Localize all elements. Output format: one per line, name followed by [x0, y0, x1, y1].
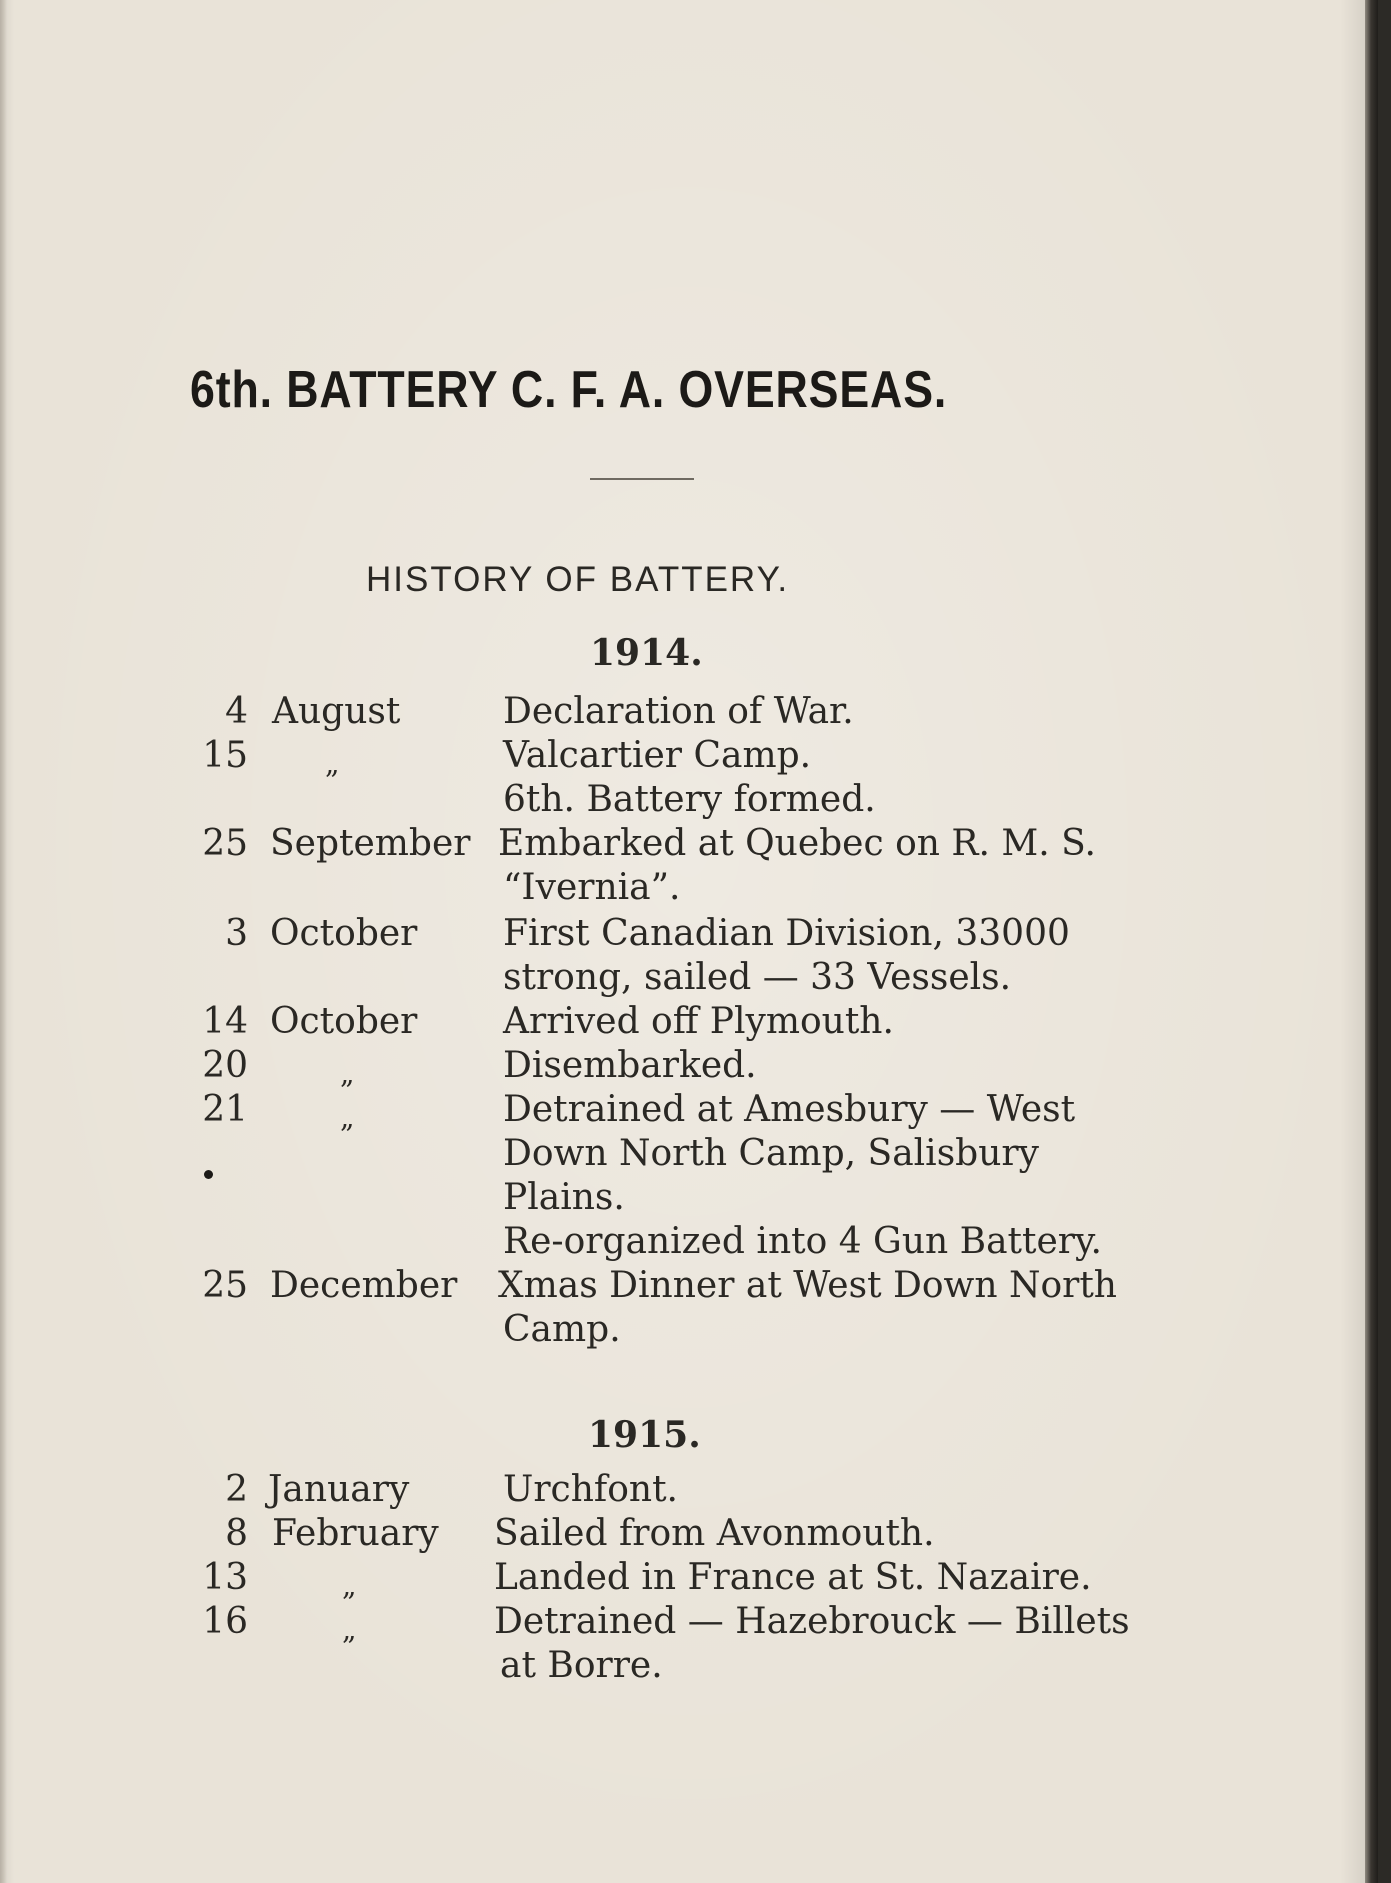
entry-day: 13	[202, 1557, 248, 1598]
entry-day: 20	[202, 1045, 248, 1086]
entry-event-line: Embarked at Quebec on R. M. S.	[498, 823, 1096, 864]
entry-day: 3	[225, 913, 248, 954]
entry-month-ditto: „	[342, 1569, 357, 1602]
entry-day: 21	[202, 1089, 248, 1130]
entry-month-ditto: „	[342, 1613, 357, 1646]
page-left-edge	[0, 0, 7, 1883]
page-title: 6th. BATTERY C. F. A. OVERSEAS.	[190, 361, 948, 419]
entry-event-line: First Canadian Division, 33000	[503, 913, 1070, 954]
entry-month: September	[270, 823, 471, 864]
entry-month: February	[272, 1513, 439, 1554]
entry-month-ditto: „	[340, 1057, 355, 1090]
entry-event-line: Arrived off Plymouth.	[503, 1001, 894, 1042]
entry-day: 25	[202, 1265, 248, 1306]
entry-event-line: Detrained — Hazebrouck — Billets	[494, 1601, 1130, 1642]
entry-day: 4	[225, 691, 248, 732]
ink-dot	[204, 1170, 213, 1179]
year-heading-1914: 1914.	[590, 632, 703, 674]
entry-event-line: strong, sailed — 33 Vessels.	[503, 957, 1012, 998]
entry-day: 2	[225, 1469, 248, 1510]
entry-event-line: “Ivernia”.	[503, 867, 681, 908]
book-spine	[1365, 0, 1378, 1883]
entry-event-line: Declaration of War.	[503, 691, 854, 732]
entry-day: 14	[202, 1001, 248, 1042]
entry-month: October	[270, 1001, 418, 1042]
entry-month-ditto: „	[340, 1101, 355, 1134]
entry-event-line: Sailed from Avonmouth.	[494, 1513, 935, 1554]
entry-event-line: at Borre.	[500, 1645, 663, 1686]
entry-event-line: Xmas Dinner at West Down North	[498, 1265, 1117, 1306]
entry-event-line: Urchfont.	[503, 1469, 678, 1510]
entry-event-line: Detrained at Amesbury — West	[503, 1089, 1076, 1130]
entry-day: 15	[202, 735, 248, 776]
entry-event-line: Re-organized into 4 Gun Battery.	[503, 1221, 1102, 1262]
entry-month: October	[270, 913, 418, 954]
entry-day: 16	[202, 1601, 248, 1642]
entry-month-ditto: „	[325, 747, 340, 780]
entry-event-line: Landed in France at St. Nazaire.	[494, 1557, 1092, 1598]
entry-month: December	[270, 1265, 458, 1306]
entry-month: August	[272, 691, 401, 732]
entry-day: 8	[225, 1513, 248, 1554]
entry-month: January	[268, 1469, 410, 1510]
entry-event-line: 6th. Battery formed.	[503, 779, 876, 820]
section-heading: HISTORY OF BATTERY.	[366, 560, 790, 599]
title-divider	[590, 478, 694, 480]
year-heading-1915: 1915.	[588, 1414, 701, 1456]
entry-event-line: Valcartier Camp.	[503, 735, 812, 776]
entry-day: 25	[202, 823, 248, 864]
entry-event-line: Plains.	[503, 1177, 625, 1218]
entry-event-line: Camp.	[503, 1309, 621, 1350]
entry-event-line: Down North Camp, Salisbury	[503, 1133, 1039, 1174]
entry-event-line: Disembarked.	[503, 1045, 757, 1086]
